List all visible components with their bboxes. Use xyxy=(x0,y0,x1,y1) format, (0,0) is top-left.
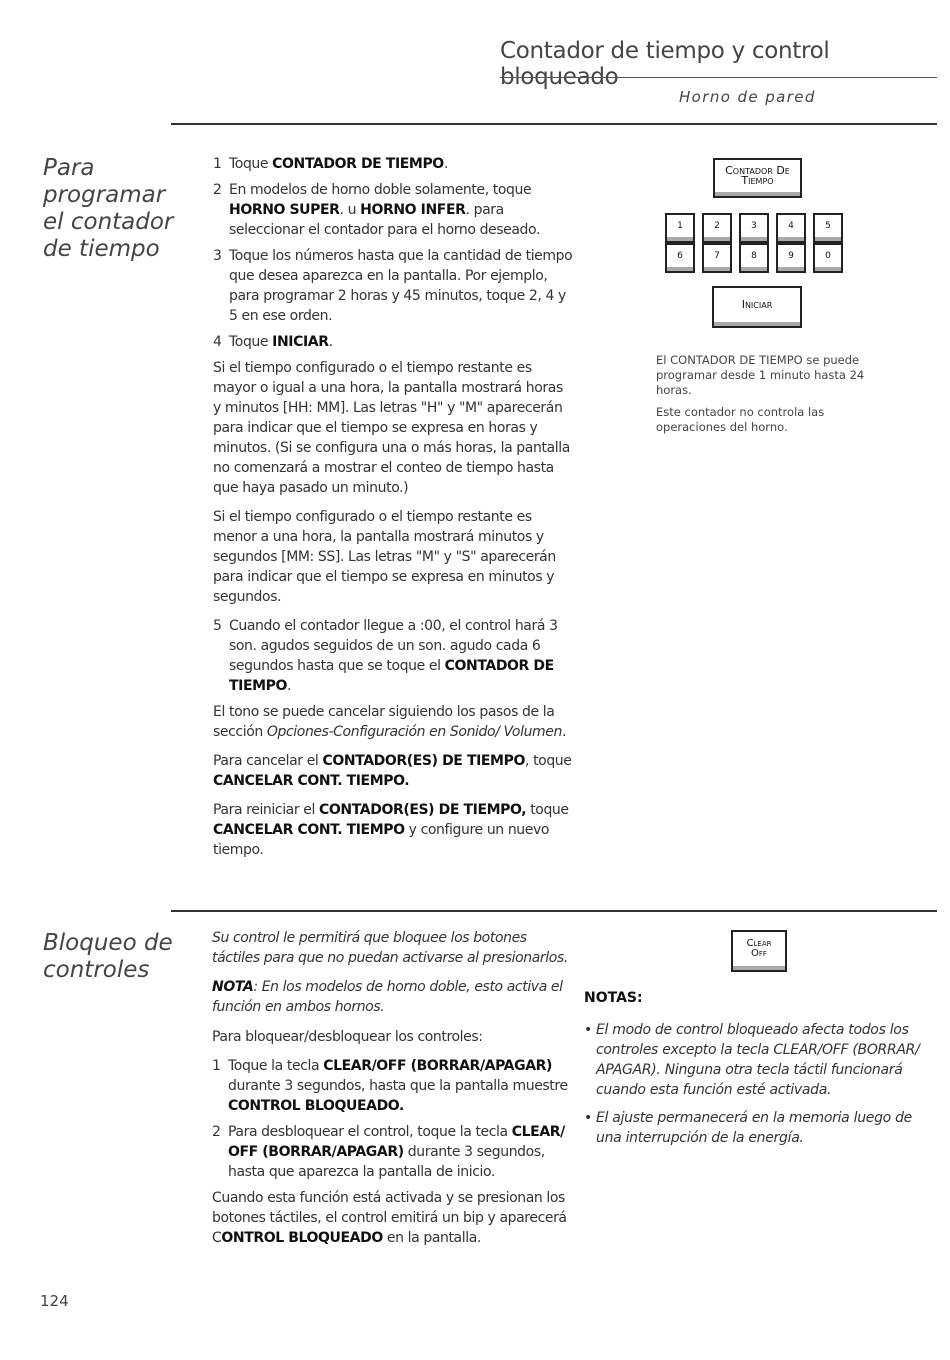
key-3[interactable] xyxy=(739,213,769,243)
step-keyword: HORNO INFER xyxy=(360,202,466,218)
button-label: Contador De xyxy=(725,164,790,177)
paragraph-text: Para cancelar el xyxy=(213,753,323,769)
step-keyword: INICIAR xyxy=(272,334,329,350)
lock-step-1 xyxy=(212,1056,570,1116)
step-text: durante 3 segundos, hasta que la pantalla muestre xyxy=(228,1078,568,1094)
key-1[interactable] xyxy=(665,213,695,243)
note-label: NOTA xyxy=(212,979,254,995)
step-text: . para seleccionar el contador para el horno deseado. xyxy=(229,202,541,238)
heading-line: Para xyxy=(43,155,95,181)
button-label: Iniciar xyxy=(713,287,801,327)
heading-line: el contador xyxy=(43,209,174,235)
step-text: Toque la tecla xyxy=(228,1058,324,1074)
heading-line: de tiempo xyxy=(43,236,160,262)
key-7[interactable] xyxy=(702,243,732,273)
step-number: 4 xyxy=(213,334,222,350)
step-text: . xyxy=(328,334,333,350)
step-5 xyxy=(213,616,573,696)
section-divider xyxy=(171,910,937,912)
paragraph-text: El tono se puede cancelar siguiendo los pasos de la sección xyxy=(213,704,555,740)
step-text: En modelos de horno doble solamente, toque xyxy=(229,182,532,198)
paragraph-hours: Si el tiempo configurado o el tiempo restante es mayor o igual a una hora, la pantalla mostrará horas y minutos [HH: MM]. Las letras "H" y "M" aparecerán para indicar que el tiempo se expresa en horas y minutos. (Si se configura una o más horas, la pantalla no comenzará a mostrar el conteo de tiempo hasta que haya pasado un minuto.) xyxy=(213,360,570,496)
heading-line: programar xyxy=(43,182,166,208)
section-reference: Opciones-Configuración en Sonido/ Volumen xyxy=(266,724,562,740)
step-number: 5 xyxy=(213,618,222,634)
lock-intro: Su control le permitirá que bloquee los botones táctiles para que no puedan activarse al presionarlos. xyxy=(212,930,568,966)
step-number: 3 xyxy=(213,248,222,264)
section-heading-lock xyxy=(43,930,173,984)
key-4[interactable] xyxy=(776,213,806,243)
caption-timer-note: Este contador no controla las operaciones del horno. xyxy=(656,405,825,434)
key-label: 0 xyxy=(814,244,842,272)
step-keyword: HORNO SUPER xyxy=(229,202,340,218)
section-divider-top xyxy=(171,123,937,125)
key-label: 9 xyxy=(777,244,805,272)
paragraph-text: , toque xyxy=(524,753,572,769)
paragraph-text: en la pantalla. xyxy=(382,1230,481,1246)
section-heading-timer xyxy=(43,155,173,263)
key-label: 6 xyxy=(666,244,694,272)
paragraph-keyword: CANCELAR CONT. TIEMPO. xyxy=(213,773,410,789)
key-label: 4 xyxy=(777,214,805,242)
paragraph-text: Cuando esta función está activada y se presionan los botones táctiles, el control emitirá un bip y aparecerá C xyxy=(212,1190,567,1246)
step-number: 2 xyxy=(213,182,222,198)
step-number: 2 xyxy=(212,1124,221,1140)
step-text: . xyxy=(443,156,448,172)
step-keyword: CLEAR/OFF (BORRAR/APAGAR) xyxy=(323,1058,553,1074)
lock-final xyxy=(212,1188,570,1248)
step-text: Toque los números hasta que la cantidad de tiempo que desea aparezca en la pantalla. Por ejemplo, para programar 2 horas y 45 minutos, toque 2, 4 y 5 en ese orden. xyxy=(229,248,573,324)
page-number: 124 xyxy=(40,1292,69,1310)
timer-button-face xyxy=(714,159,801,197)
paragraph-keyword: CONTADOR(ES) DE TIEMPO, xyxy=(319,802,527,818)
step-text: Toque xyxy=(229,156,273,172)
step-number: 1 xyxy=(212,1058,221,1074)
key-6[interactable] xyxy=(665,243,695,273)
key-2[interactable] xyxy=(702,213,732,243)
paragraph-keyword: ONTROL BLOQUEADO xyxy=(221,1230,383,1246)
paragraph-text: Para reiniciar el xyxy=(213,802,320,818)
button-label: Clear xyxy=(746,938,772,949)
paragraph-keyword: CONTADOR(ES) DE TIEMPO xyxy=(322,753,525,769)
key-8[interactable] xyxy=(739,243,769,273)
step-number: 1 xyxy=(213,156,222,172)
key-label: 7 xyxy=(703,244,731,272)
key-label: 1 xyxy=(666,214,694,242)
paragraph-text: toque xyxy=(526,802,569,818)
step-text: Cuando el contador llegue a :00, el control hará 3 son. agudos seguidos de un son. agudo cada 6 segundos hasta que se toque el xyxy=(229,618,558,674)
timer-instructions xyxy=(213,154,573,869)
page-title: Contador de tiempo y control bloqueado xyxy=(500,38,830,90)
paragraph-minutes: Si el tiempo configurado o el tiempo restante es menor a una hora, la pantalla mostrará minutos y segundos [MM: SS]. Las letras "M" y "S" aparecerán para indicar que el tiempo se expresa en minutos y segundos. xyxy=(213,509,556,605)
step-text: . u xyxy=(339,202,361,218)
key-0[interactable] xyxy=(813,243,843,273)
step-text: Para desbloquear el control, toque la tecla xyxy=(228,1124,512,1140)
lock-how-to: Para bloquear/desbloquear los controles: xyxy=(212,1029,483,1045)
lock-instructions xyxy=(212,928,570,1257)
paragraph-cancel xyxy=(213,751,573,791)
heading-line: Bloqueo de xyxy=(43,930,173,956)
key-label: 2 xyxy=(703,214,731,242)
step-1 xyxy=(213,154,573,174)
page-subtitle: Horno de pared xyxy=(679,88,816,106)
key-9[interactable] xyxy=(776,243,806,273)
step-keyword: CONTROL BLOQUEADO. xyxy=(228,1098,404,1114)
key-label: 5 xyxy=(814,214,842,242)
step-keyword: CONTADOR DE TIEMPO xyxy=(272,156,444,172)
caption-timer-range: El CONTADOR DE TIEMPO se puede programar desde 1 minuto hasta 24 horas. xyxy=(656,353,865,397)
step-text: durante 3 segundos, hasta que aparezca la pantalla de inicio. xyxy=(228,1144,545,1180)
step-text: . xyxy=(287,678,292,694)
lock-step-2 xyxy=(212,1122,570,1182)
notes-list xyxy=(584,1020,934,1156)
step-text: Toque xyxy=(229,334,273,350)
paragraph-text: . xyxy=(561,724,567,740)
note-item: • El ajuste permanecerá en la memoria luego de una interrupción de la energía. xyxy=(584,1108,934,1148)
paragraph-restart xyxy=(213,800,573,860)
title-rule xyxy=(500,77,937,78)
button-label: Tiempo xyxy=(741,174,774,187)
paragraph-tone xyxy=(213,702,573,742)
step-keyword: CLEAR/ OFF (BORRAR/APAGAR) xyxy=(228,1124,565,1160)
step-keyword: CONTADOR DE TIEMPO xyxy=(229,658,554,694)
start-button[interactable] xyxy=(712,286,802,328)
paragraph-text: y configure un nuevo tiempo. xyxy=(213,822,550,858)
note-item: • El modo de control bloqueado afecta todos los controles excepto la tecla CLEAR/OFF (BORRAR/ APAGAR). Ninguna otra tecla táctil funcionará cuando esta función esté activada. xyxy=(584,1020,934,1100)
timer-button[interactable] xyxy=(713,158,802,198)
clear-off-button-face xyxy=(732,931,786,971)
key-label: 8 xyxy=(740,244,768,272)
step-3 xyxy=(213,246,573,326)
note-text: : En los modelos de horno doble, esto activa el función en ambos hornos. xyxy=(212,979,563,1015)
clear-off-button[interactable] xyxy=(731,930,787,972)
key-5[interactable] xyxy=(813,213,843,243)
heading-line: controles xyxy=(43,957,150,983)
button-label: Off xyxy=(751,948,767,959)
lock-note xyxy=(212,977,570,1017)
notes-heading: NOTAS: xyxy=(584,990,643,1006)
paragraph-keyword: CANCELAR CONT. TIEMPO xyxy=(213,822,405,838)
step-2 xyxy=(213,180,573,240)
key-label: 3 xyxy=(740,214,768,242)
step-4 xyxy=(213,332,573,352)
